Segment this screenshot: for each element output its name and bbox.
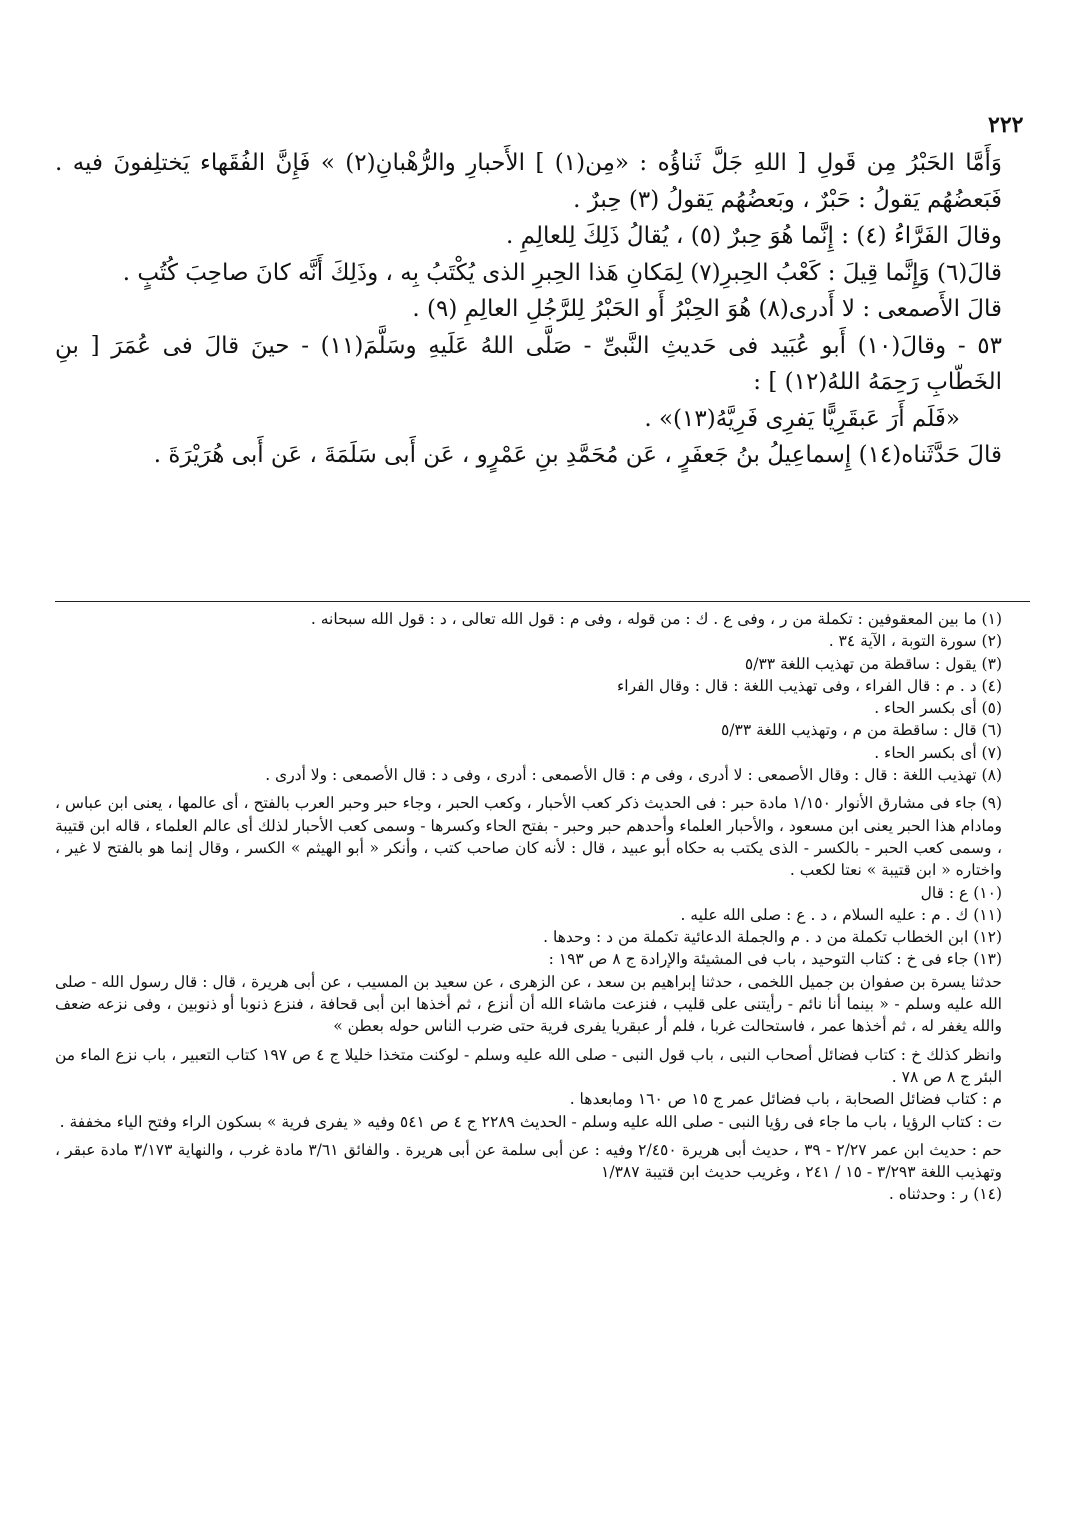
footnote-10: (١٠) ع : قال <box>920 883 1002 902</box>
footnote-14: (١٤) ر : وحدثناه . <box>888 1185 1002 1204</box>
footnote-13-tirmidhi: ت : كتاب الرؤيا ، باب ما جاء فى رؤيا النبى - صلى الله عليه وسلم - الحديث ٢٢٨٩ ج ٤ ص ٥٤١ وفيه « يفرى فرية » بسكون الراء وفتح الياء مخففة . <box>59 1112 1002 1131</box>
footnote-13-musnad: حم : حديث ابن عمر ٢/٢٧ - ٣٩ ، حديث أبى هريرة ٢/٤٥٠ وفيه : عن أبى سلمة عن أبى هريرة . والفائق ٣/٦١ مادة غرب ، والنهاية ٣/١٧٣ مادة عبقر ، وتهذيب اللغة ٣/٢٩٣ - ١٥ / ٢٤١ ، وغريب حديث ابن قتيبة ١/٣٨٧ <box>55 1140 1003 1182</box>
footnotes <box>55 608 1030 1206</box>
footnote-13-hadith: حدثنا يسرة بن صفوان بن جميل اللخمى ، حدثنا إبراهيم بن سعد ، عن الزهرى ، عن سعيد بن المسيب ، عن أبى هريرة ، قال : قال رسول الله - صلى الله عليه وسلم - « بينما أنا نائم - رأيتنى على قليب ، فنزعت ماشاء الله أن أنزع ، ثم أخذها ابن أبى قحافة ، فنزع ذنوبا أو ذنوبين ، وفى نزعه ضعف والله يغفر له ، ثم أخذها عمر ، فاستحالت غربا ، فلم أر عبقريا يفرى فرية حتى ضرب الناس حوله بعطن » <box>55 972 1002 1036</box>
footnote-12: (١٢) ابن الخطاب تكملة من د . م والجملة الدعائية تكملة من د : وحدها . <box>543 928 1002 947</box>
paragraph-1: وَأَمَّا الحَبْرُ مِن قَولِ [ اللهِ جَلَّ ثَناؤُه : «مِن(١) ] الأَحبارِ والرُّهْبانِ(٢) » فَإِنَّ الفُقَهاء يَختلِفونَ فيه . فَبَعضُهُم يَقولُ : حَبْرٌ ، وبَعضُهُم يَقولُ (٣) حِبرٌ . <box>55 150 1003 213</box>
footnote-1: (١) ما بين المعقوفين : تكملة من ر ، وفى ع . ك : من قوله ، وفى م : قول الله تعالى ، د : قول الله سبحانه . <box>310 610 1002 628</box>
footnote-divider <box>55 601 1030 602</box>
footnote-5: (٥) أى بكسر الحاء . <box>874 699 1002 718</box>
paragraph-3: قالَ(٦) وَإِنَّما قِيلَ : كَعْبُ الحِبرِ(٧) لِمَكانِ هَذا الحِبرِ الذى يُكْتَبُ بِه ، وذَلِكَ أَنَّه كانَ صاحِبَ كُتُبٍ . <box>122 259 1002 286</box>
page-number: ٢٢٢ <box>988 112 1024 138</box>
paragraph-2: وقالَ الفَرَّاءُ (٤) : إِنَّما هُوَ حِبرٌ (٥) ، يُقالُ ذَلِكَ لِلعالِمِ . <box>506 223 1002 249</box>
quoted-hadith: «فَلَم أَرَ عَبقَرِيًّا يَفرِى فَرِيَّهُ(١٣)» . <box>644 405 960 432</box>
paragraph-7: قالَ حَدَّثَناه(١٤) إِسماعِيلُ بنُ جَعفَرٍ ، عَن مُحَمَّدِ بنِ عَمْرٍو ، عَن أَبى سَلَمَةَ ، عَن أَبى هُرَيْرَةَ . <box>153 442 1002 468</box>
footnote-2: (٢) سورة التوبة ، الآية ٣٤ . <box>828 632 1002 651</box>
footnote-4: (٤) د . م : قال الفراء ، وفى تهذيب اللغة : قال : وقال الفراء <box>616 676 1002 695</box>
footnote-7: (٧) أى بكسر الحاء . <box>874 743 1002 762</box>
paragraph-4: قالَ الأَصمعى : لا أَدرى(٨) هُوَ الحِبْرُ أَو الحَبْرُ لِلرَّجُلِ العالِمِ (٩) . <box>412 296 1002 322</box>
footnote-9: (٩) جاء فى مشارق الأنوار ١/١٥٠ مادة حبر : فى الحديث ذكر كعب الأحبار ، وكعب الحبر ، وجاء حبر وحبر العرب بالفتح ، أى عالمها ، يعنى ابن عباس ، ومادام هذا الحبر يعنى ابن مسعود ، والأحبار العلماء وأحدهم حبر وحبر - بفتح الحاء وكسرها - وسمى كعب الأحبار لذلك أى عالم العلماء ، قاله ابن قتيبة ، وسمى كعب الحبر - بالكسر - الذى يكتب به حكاه أبو عبيد ، قال : لأنه كان صاحب كتب ، وأنكر « أبو الهيثم » الكسر ، وقال إنما هو بالفتح لا غير ، واختاره « ابن قتيبة » نعتا لكعب . <box>55 794 1002 880</box>
main-text <box>55 145 1030 474</box>
footnote-3: (٣) يقول : ساقطة من تهذيب اللغة ٥/٣٣ <box>744 654 1002 673</box>
footnote-13-muslim: م : كتاب فضائل الصحابة ، باب فضائل عمر ج ١٥ ص ١٦٠ ومابعدها . <box>569 1090 1002 1109</box>
footnote-13: (١٣) جاء فى خ : كتاب التوحيد ، باب فى المشيئة والإرادة ج ٨ ص ١٩٣ : <box>548 950 1002 969</box>
footnote-6: (٦) قال : ساقطة من م ، وتهذيب اللغة ٥/٣٣ <box>720 721 1002 740</box>
footnote-11: (١١) ك . م : عليه السلام ، د . ع : صلى الله عليه . <box>680 905 1002 924</box>
footnote-8: (٨) تهذيب اللغة : قال : وقال الأصمعى : لا أدرى ، وفى م : قال الأصمعى : أدرى ، وفى د : قال الأصمعى : ولا أدرى . <box>265 766 1002 785</box>
paragraph-5: ٥٣ - وقالَ(١٠) أَبو عُبَيد فى حَديثِ النَّبىِّ - صَلَّى اللهُ عَلَيهِ وسَلَّمَ(١١) - حينَ قالَ فى عُمَرَ [ بنِ الخَطّابِ رَحِمَهُ اللهُ(١٢) ] : <box>55 332 1002 395</box>
footnote-13-see-also: وانظر كذلك خ : كتاب فضائل أصحاب النبى ، باب قول النبى - صلى الله عليه وسلم - لوكنت متخذا خليلا ج ٤ ص ١٩٧ كتاب التعبير ، باب نزع الماء من البئر ج ٨ ص ٧٨ . <box>55 1045 1002 1086</box>
